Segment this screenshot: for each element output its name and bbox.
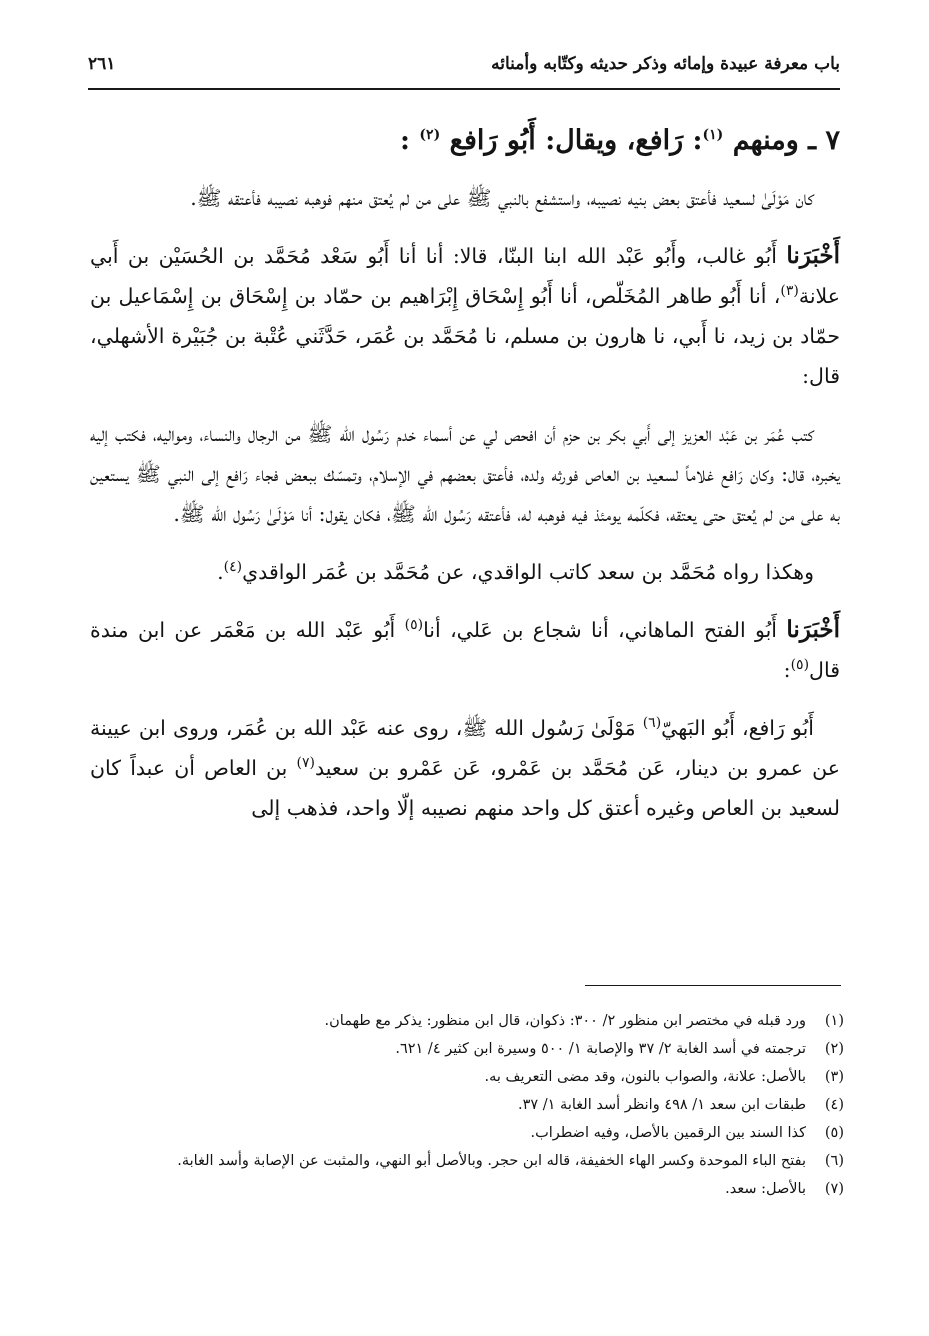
footnote-text: طبقات ابن سعد ١/ ٤٩٨ وانظر أسد الغابة ١/ ٣٧.	[517, 1097, 806, 1113]
paragraph	[90, 610, 840, 690]
paragraph-text: أَبُو رَافع، أَبُو البَهيّ	[661, 716, 814, 740]
paragraph-text: أَبُو غالب، وأَبُو عَبْد الله ابنا البنّا، قالا: أنا أنا أَبُو سَعْد مُحَمَّد بن الحُسَيْن بن أَبي علانة	[90, 244, 840, 308]
footnote-text: ترجمته في أسد الغابة ٢/ ٣٧ والإصابة ١/ ٥٠٠ وسيرة ابن كثير ٤/ ٦٢١.	[395, 1041, 806, 1057]
paragraph-text: ، أنا أَبُو طاهر المُخَلّص، أنا أَبُو إِسْحَاق إِبْرَاهيم بن حمّاد بن إِسْحَاق بن إِسْمَاعيل بن حمّاد بن زيد، نا أَبي، نا هارون بن مسلم، نا مُحَمَّد بن عُمَر، حَدَّثَني عُتْبة بن جُبَيْرة الأشهلي، قال:	[90, 284, 840, 388]
footnote-ref: (٥)	[404, 617, 424, 634]
paragraph	[90, 236, 840, 396]
footnote	[92, 1148, 844, 1174]
footnote-number: (٤)	[824, 1097, 844, 1113]
header-rule	[88, 88, 840, 90]
footnote	[92, 1008, 844, 1034]
paragraph-text: أَبُو الفتح الماهاني، أنا شجاع بن عَلي، أنا	[423, 618, 787, 642]
paragraph-text: :	[783, 658, 791, 682]
paragraph-text: أَبُو عَبْد الله بن مَعْمَر عن ابن مندة قال	[90, 618, 840, 682]
footnote-ref: (٣)	[780, 283, 799, 300]
section-title	[90, 118, 840, 164]
footnote-ref: (٧)	[296, 755, 315, 772]
paragraph-text: مَوْلَىٰ رَسُول الله ﷺ، روى عنه عَبْد الله بن عُمَر، وروى ابن عيينة عن عمرو بن دينار، عَن مُحَمَّد بن عَمْرو، عَن عَمْرو بن سعيد	[90, 716, 840, 780]
section-title-part: : رَافع، ويقال: أَبُو رَافع	[449, 125, 703, 156]
footnote-ref: (١)	[702, 127, 724, 143]
footnote	[92, 1092, 844, 1118]
footnote-text: بفتح الباء الموحدة وكسر الهاء الخفيفة، قاله ابن حجر. وبالأصل أبو النهي، والمثبت عن الإصابة وأسد الغابة.	[177, 1153, 806, 1169]
paragraph	[90, 708, 840, 828]
footnote	[92, 1176, 844, 1202]
paragraph-text: .	[217, 560, 224, 584]
footnote-number: (٣)	[824, 1069, 844, 1085]
footnote	[92, 1036, 844, 1062]
footnote-number: (٧)	[824, 1181, 844, 1197]
footnote-number: (٥)	[824, 1125, 844, 1141]
footnote-ref: (٥)	[790, 657, 810, 674]
paragraph	[90, 552, 840, 592]
paragraph: كان مَوْلَىٰ لسعيد فأعتق بعض بنيه نصيبه، واستشفع بالنبي ﷺ على من لم يُعتق منهم فوهبه نصيبه فأعتقه ﷺ.	[190, 186, 814, 210]
footnote-ref: (٦)	[642, 715, 662, 732]
footnote-text: ورد قبله في مختصر ابن منظور ٢/ ٣٠٠: ذكوان، قال ابن منظور: يذكر مع طهمان.	[324, 1013, 806, 1029]
footnote-number: (٢)	[824, 1041, 844, 1057]
paragraph-text: بن العاص أن عبداً كان لسعيد بن العاص وغيره أعتق كل واحد منهم نصيبه إلّا واحد، فذهب إلى	[90, 756, 840, 820]
footnote	[92, 1120, 844, 1146]
running-title: باب معرفة عبيدة وإمائه وذكر حديثه وكتّابه وأمنائه	[491, 54, 840, 74]
footnote-text: بالأصل: علانة، والصواب بالنون، وقد مضى التعريف به.	[484, 1069, 806, 1085]
main-text	[90, 118, 840, 846]
paragraph-text: وهكذا رواه مُحَمَّد بن سعد كاتب الواقدي، عن مُحَمَّد بن عُمَر الواقدي	[242, 560, 814, 584]
footnote-ref: (٢)	[419, 127, 441, 143]
footnote	[92, 1064, 844, 1090]
footnote-number: (١)	[824, 1013, 844, 1029]
isnad-keyword: أَخْبَرَنا	[786, 616, 841, 643]
footnote-number: (٦)	[824, 1153, 844, 1169]
running-header	[88, 54, 840, 84]
footnote-text: بالأصل: سعد.	[725, 1181, 806, 1197]
page-number: ٢٦١	[88, 54, 116, 74]
footnote-separator	[585, 985, 841, 986]
footnote-text: كذا السند بين الرقمين بالأصل، وفيه اضطراب.	[530, 1125, 806, 1141]
paragraph: كتب عُمَر بن عَبْد العزيز إلى أَبي بكر بن حزم أن افحص لي عن أسماء خدم رَسُول الله ﷺ من الرجال والنساء، ومواليه، فكتب إليه يخبره، قال: وكان رَافع غلاماً لسعيد بن العاص فورثه ولده، فأعتق بعضهم في الإسلام، وتمسّك ببعض فجاء رَافع إلى النبي ﷺ يستعين به على من لم يُعتق حتى يعتقه، فكلّمه يومئذ فيه فوهبه له، فأعتقه رَسُول الله ﷺ، فكان يقول: أنا مَوْلَىٰ رَسُول الله ﷺ.	[90, 422, 840, 526]
footnote-ref: (٤)	[223, 559, 243, 576]
isnad-keyword: أَخْبَرَنا	[786, 242, 840, 269]
section-title-part: ٧ ـ ومنهم	[732, 125, 840, 156]
footnotes	[92, 1008, 844, 1204]
section-title-part: :	[400, 125, 411, 156]
